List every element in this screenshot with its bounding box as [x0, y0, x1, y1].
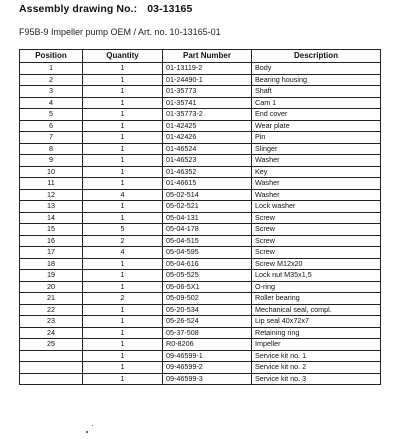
cell-part-number: 01-13119-2 [163, 63, 252, 75]
cell-quantity: 1 [83, 304, 163, 316]
cell-quantity: 1 [83, 97, 163, 109]
cell-position: 9 [20, 155, 83, 167]
cell-part-number: 01-42425 [163, 120, 252, 132]
cell-description: Lip seal 40x72x7 [252, 316, 381, 328]
cell-part-number: 01-46352 [163, 166, 252, 178]
table-row [20, 212, 381, 224]
cell-description: Slinger [252, 143, 381, 155]
cell-position [20, 362, 83, 374]
cell-part-number: 01-46523 [163, 155, 252, 167]
cell-quantity: 1 [83, 74, 163, 86]
cell-description: Washer [252, 189, 381, 201]
cell-part-number: 09-46599-1 [163, 350, 252, 362]
cell-position: 19 [20, 270, 83, 282]
cell-position: 21 [20, 293, 83, 305]
table-row [20, 74, 381, 86]
cell-quantity: 2 [83, 235, 163, 247]
cell-quantity: 4 [83, 247, 163, 259]
cell-quantity: 1 [83, 373, 163, 385]
cell-part-number: 01-46524 [163, 143, 252, 155]
cell-description: Mechanical seal, compl. [252, 304, 381, 316]
cell-quantity: 2 [83, 293, 163, 305]
cell-position: 2 [20, 74, 83, 86]
cell-quantity: 1 [83, 166, 163, 178]
cell-position: 3 [20, 86, 83, 98]
cell-quantity: 1 [83, 327, 163, 339]
table-row [20, 235, 381, 247]
cell-description: Screw M12x20 [252, 258, 381, 270]
table-row [20, 327, 381, 339]
table-row [20, 178, 381, 190]
cell-description: Body [252, 63, 381, 75]
cell-quantity: 1 [83, 143, 163, 155]
cell-part-number: 01-42426 [163, 132, 252, 144]
cell-position: 12 [20, 189, 83, 201]
cell-part-number: 05-05-525 [163, 270, 252, 282]
cell-quantity: 1 [83, 350, 163, 362]
drawing-number: 03-13165 [147, 3, 193, 15]
cell-description: Service kit no. 1 [252, 350, 381, 362]
cell-description: Washer [252, 178, 381, 190]
table-row [20, 120, 381, 132]
column-header-part-number: Part Number [163, 50, 252, 63]
cell-part-number: 09-46599-3 [163, 373, 252, 385]
product-subtitle: F95B-9 Impeller pump OEM / Art. no. 10-13165-01 [19, 27, 221, 37]
cell-description: Roller bearing [252, 293, 381, 305]
cell-part-number: 05-09-502 [163, 293, 252, 305]
table-row [20, 350, 381, 362]
cell-position [20, 373, 83, 385]
cell-quantity: 5 [83, 224, 163, 236]
table-row [20, 97, 381, 109]
heading-label: Assembly drawing No.: [19, 3, 138, 15]
cell-description: Cam 1 [252, 97, 381, 109]
table-row [20, 166, 381, 178]
cell-quantity: 1 [83, 339, 163, 351]
cell-part-number: 09-46599-2 [163, 362, 252, 374]
cell-part-number: 01-35773-2 [163, 109, 252, 121]
table-header-row [20, 50, 381, 63]
cell-description: Screw [252, 235, 381, 247]
cell-quantity: 1 [83, 362, 163, 374]
cell-description: Pin [252, 132, 381, 144]
cell-description: Impeller [252, 339, 381, 351]
cell-quantity: 4 [83, 189, 163, 201]
table-row [20, 247, 381, 259]
cell-description: Lock nut M35x1,5 [252, 270, 381, 282]
table-row [20, 316, 381, 328]
cell-part-number: 05-06-5X1 [163, 281, 252, 293]
cell-quantity: 1 [83, 178, 163, 190]
cell-description: End cover [252, 109, 381, 121]
cell-position: 6 [20, 120, 83, 132]
table-row [20, 224, 381, 236]
cell-position: 20 [20, 281, 83, 293]
table-row [20, 281, 381, 293]
cell-part-number: 05-04-515 [163, 235, 252, 247]
table-row [20, 109, 381, 121]
cell-position: 22 [20, 304, 83, 316]
cell-position: 7 [20, 132, 83, 144]
cell-quantity: 1 [83, 155, 163, 167]
cell-position: 16 [20, 235, 83, 247]
cell-quantity: 1 [83, 281, 163, 293]
table-row [20, 304, 381, 316]
cell-position: 10 [20, 166, 83, 178]
cell-description: O-ring [252, 281, 381, 293]
cell-description: Screw [252, 224, 381, 236]
cell-description: Shaft [252, 86, 381, 98]
table-row [20, 143, 381, 155]
cell-description: Retaining ring [252, 327, 381, 339]
cell-position: 18 [20, 258, 83, 270]
table-row [20, 201, 381, 213]
cell-part-number: 05-04-616 [163, 258, 252, 270]
cell-description: Washer [252, 155, 381, 167]
table-row [20, 373, 381, 385]
cell-description: Bearing housing [252, 74, 381, 86]
cell-part-number: 01-24490-1 [163, 74, 252, 86]
cell-part-number: 05-26-524 [163, 316, 252, 328]
table-row [20, 258, 381, 270]
cell-position: 23 [20, 316, 83, 328]
cell-part-number: 05-04-131 [163, 212, 252, 224]
cell-description: Screw [252, 212, 381, 224]
cell-position: 11 [20, 178, 83, 190]
cell-quantity: 1 [83, 109, 163, 121]
cell-part-number: 05-37-508 [163, 327, 252, 339]
cell-part-number: 05-20-534 [163, 304, 252, 316]
document-heading [19, 3, 192, 15]
cell-part-number: 01-46615 [163, 178, 252, 190]
cell-description: Service kit no. 2 [252, 362, 381, 374]
parts-list-table [19, 49, 381, 385]
scan-speck [86, 431, 88, 433]
cell-part-number: 05-02-521 [163, 201, 252, 213]
cell-position: 5 [20, 109, 83, 121]
cell-description: Service kit no. 3 [252, 373, 381, 385]
cell-quantity: 1 [83, 316, 163, 328]
cell-part-number: 01-35773 [163, 86, 252, 98]
cell-position: 24 [20, 327, 83, 339]
column-header-quantity: Quantity [83, 50, 163, 63]
table-row [20, 362, 381, 374]
table-row [20, 155, 381, 167]
cell-part-number: 05-04-178 [163, 224, 252, 236]
cell-position: 8 [20, 143, 83, 155]
cell-position: 13 [20, 201, 83, 213]
cell-description: Wear plate [252, 120, 381, 132]
cell-quantity: 1 [83, 270, 163, 282]
cell-position: 1 [20, 63, 83, 75]
table-row [20, 132, 381, 144]
table-row [20, 189, 381, 201]
cell-part-number: 05-04-595 [163, 247, 252, 259]
cell-quantity: 1 [83, 201, 163, 213]
table-row [20, 86, 381, 98]
scan-speck [92, 425, 93, 426]
column-header-position: Position [20, 50, 83, 63]
cell-position: 15 [20, 224, 83, 236]
cell-position: 14 [20, 212, 83, 224]
cell-quantity: 1 [83, 86, 163, 98]
cell-description: Key [252, 166, 381, 178]
cell-part-number: 05-02-514 [163, 189, 252, 201]
cell-position [20, 350, 83, 362]
cell-quantity: 1 [83, 132, 163, 144]
cell-part-number: R0-8206 [163, 339, 252, 351]
table-row [20, 63, 381, 75]
table-row [20, 339, 381, 351]
cell-description: Lock washer [252, 201, 381, 213]
cell-quantity: 1 [83, 258, 163, 270]
table-row [20, 270, 381, 282]
table-body [20, 63, 381, 385]
table-row [20, 293, 381, 305]
cell-part-number: 01-35741 [163, 97, 252, 109]
column-header-description: Description [252, 50, 381, 63]
cell-description: Screw [252, 247, 381, 259]
cell-quantity: 1 [83, 120, 163, 132]
cell-quantity: 1 [83, 212, 163, 224]
cell-position: 25 [20, 339, 83, 351]
cell-position: 4 [20, 97, 83, 109]
cell-position: 17 [20, 247, 83, 259]
cell-quantity: 1 [83, 63, 163, 75]
